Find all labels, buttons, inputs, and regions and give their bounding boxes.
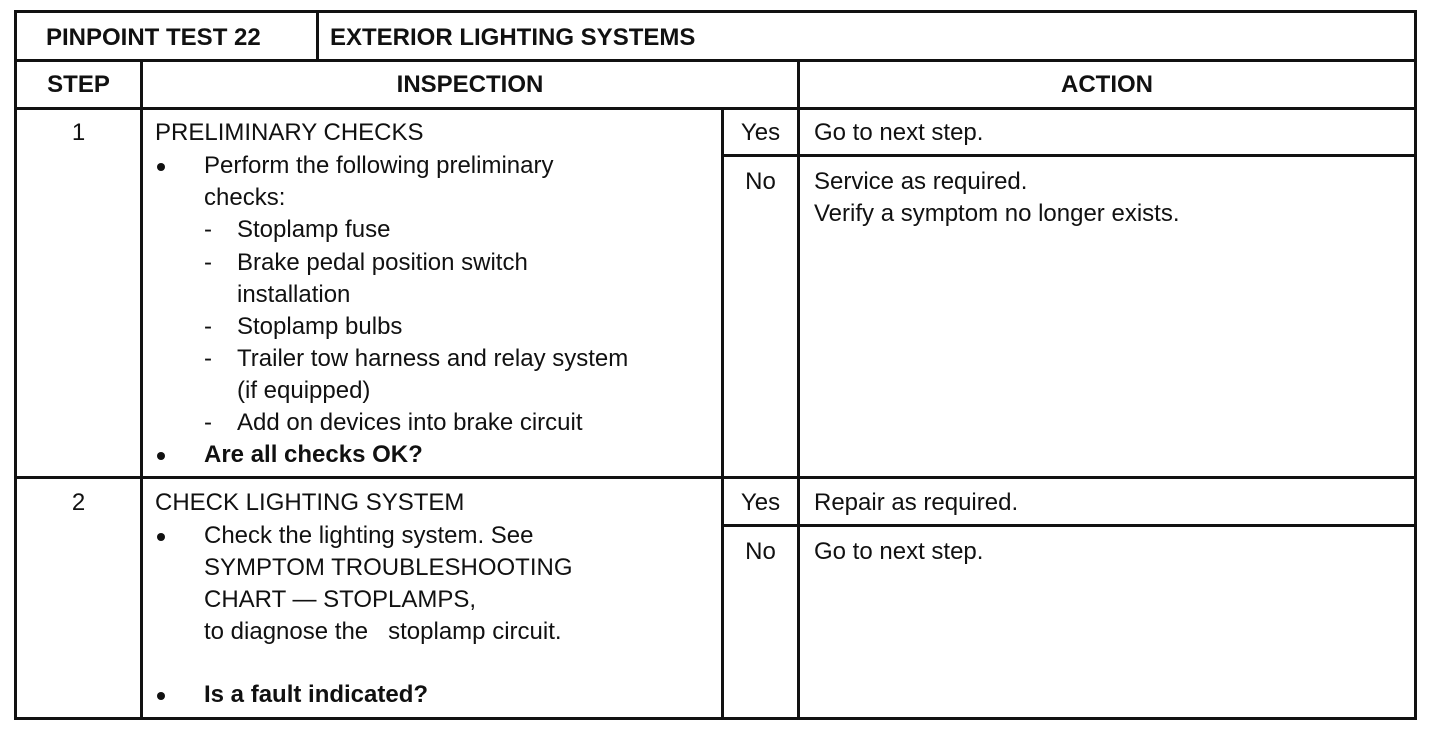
header-divider: [14, 59, 1417, 62]
action-column-divider: [797, 59, 800, 720]
no-label: No: [745, 168, 776, 195]
column-header-inspection: INSPECTION: [396, 71, 544, 98]
dash-marker: -: [204, 249, 212, 276]
no-action: Service as required.: [814, 168, 1028, 195]
check-item: (if equipped): [237, 377, 371, 404]
step-heading: CHECK LIGHTING SYSTEM: [155, 489, 465, 516]
bullet-icon: [157, 452, 165, 460]
inspection-text: SYMPTOM TROUBLESHOOTING: [204, 554, 573, 581]
step2-yes-divider: [722, 524, 1417, 527]
step-question: Are all checks OK?: [204, 441, 423, 468]
yes-label: Yes: [740, 119, 781, 146]
table-border-bottom: [14, 717, 1417, 720]
page-title: EXTERIOR LIGHTING SYSTEMS: [330, 24, 696, 51]
table-border-top: [14, 10, 1417, 13]
dash-marker: -: [204, 409, 212, 436]
step-number: 1: [71, 119, 86, 146]
check-item: installation: [237, 281, 351, 308]
yes-action: Repair as required.: [814, 489, 1019, 516]
yes-label: Yes: [740, 489, 781, 516]
check-item: Stoplamp fuse: [237, 216, 391, 243]
yes-action: Go to next step.: [814, 119, 984, 146]
column-header-action: ACTION: [1061, 71, 1153, 98]
yes-no-column-divider: [721, 107, 724, 720]
bullet-icon: [157, 533, 165, 541]
check-item: Add on devices into brake circuit: [237, 409, 583, 436]
no-action: Verify a symptom no longer exists.: [814, 200, 1180, 227]
inspection-text: CHART — STOPLAMPS,: [204, 586, 477, 613]
dash-marker: -: [204, 345, 212, 372]
inspection-text: Perform the following preliminary: [204, 152, 554, 179]
column-header-step: STEP: [47, 71, 110, 98]
check-item: Trailer tow harness and relay system: [237, 345, 629, 372]
inspection-text: checks:: [204, 184, 286, 211]
header-separator: [316, 10, 319, 62]
step-divider: [14, 476, 1417, 479]
step-column-divider: [140, 59, 143, 720]
inspection-text: Check the lighting system. See: [204, 522, 534, 549]
step-heading: PRELIMINARY CHECKS: [155, 119, 424, 146]
step-number: 2: [71, 489, 86, 516]
check-item: Stoplamp bulbs: [237, 313, 403, 340]
check-item: Brake pedal position switch: [237, 249, 528, 276]
step1-yes-divider: [722, 154, 1417, 157]
dash-marker: -: [204, 216, 212, 243]
column-header-divider: [14, 107, 1417, 110]
dash-marker: -: [204, 313, 212, 340]
table-border-right: [1414, 10, 1417, 720]
test-number-label: PINPOINT TEST 22: [46, 24, 261, 51]
bullet-icon: [157, 692, 165, 700]
bullet-icon: [157, 163, 165, 171]
no-action: Go to next step.: [814, 538, 984, 565]
no-label: No: [745, 538, 776, 565]
inspection-text: to diagnose the stoplamp circuit.: [204, 618, 562, 645]
step-question: Is a fault indicated?: [204, 681, 429, 708]
